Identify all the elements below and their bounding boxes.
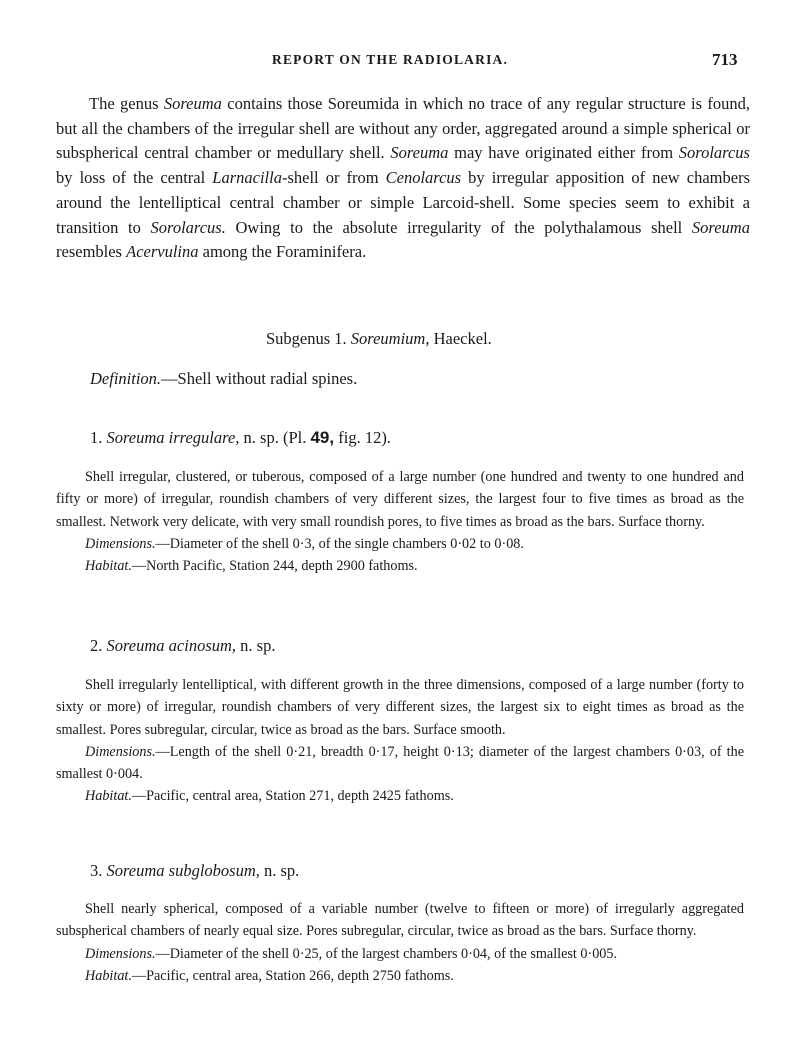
species-suffix: n. sp.: [236, 636, 276, 655]
species-number: 3.: [90, 861, 107, 880]
description-text: Shell irregularly lentelliptical, with different growth in the three dimensions, composed of a large number (forty to sixty or more) of irregular, roundish chambers of very different sizes, the largest six to eight times as broad as the smallest. Pores subregular, circular, twice as broad as the bars. Surface smooth.: [56, 677, 744, 738]
genus-name-soreuma: Soreuma: [163, 94, 222, 113]
species-description-3: [56, 898, 744, 987]
genus-name-soreuma-2: Soreuma: [390, 143, 449, 163]
genus-name-soreuma-3: Soreuma: [691, 217, 750, 237]
habitat-line: [56, 785, 744, 807]
intro-paragraph: [56, 92, 750, 265]
dimensions-label: Dimensions.: [85, 535, 156, 552]
species-name: Soreuma irregulare,: [106, 428, 240, 447]
habitat-label: Habitat.: [85, 967, 132, 984]
intro-text-2: contains those Soreumida in which no trace of any regular structure is found, but all the chambers of the irregular shell are without any order, aggregated around a simple spherical or subspherical central chamber or medullary shell.: [56, 94, 750, 163]
page-number: 713: [712, 50, 738, 69]
species-suffix: n. sp. (Pl.: [239, 428, 311, 447]
intro-text: [56, 92, 750, 265]
intro-text-4: by loss of the central: [56, 168, 213, 188]
dimensions-line: [56, 943, 744, 965]
subgenus-author: Haeckel.: [429, 329, 492, 348]
intro-text-7: Owing to the absolute irregularity of the polythalamous shell: [225, 217, 692, 237]
subgenus-heading: [266, 329, 492, 349]
habitat-text: —Pacific, central area, Station 266, depth 2750 fathoms.: [131, 967, 454, 984]
species-heading-3: [90, 861, 299, 881]
intro-text-5: -shell or from: [281, 168, 386, 188]
habitat-line: [56, 965, 744, 987]
genus-name-cenolarcus: Cenolarcus: [385, 168, 462, 188]
intro-text-8: resembles: [56, 242, 127, 262]
species-heading-1: [90, 428, 391, 448]
dimensions-text: —Length of the shell 0·21, breadth 0·17, height 0·13; diameter of the largest chambers 0·03, of the smallest 0·004.: [56, 743, 744, 783]
species-name: Soreuma subglobosum,: [106, 861, 260, 880]
dimensions-text: —Diameter of the shell 0·25, of the largest chambers 0·04, of the smallest 0·005.: [155, 945, 618, 962]
dimensions-line: [56, 533, 744, 555]
running-title: REPORT ON THE RADIOLARIA.: [272, 52, 509, 67]
description-text: Shell irregular, clustered, or tuberous, composed of a large number (one hundred and twenty to one hundred and fifty or more) of irregular, roundish chambers of very different sizes, the largest four to five times as broad as the smallest. Network very delicate, with very small roundish pores, to five times as broad as the bars. Surface thorny.: [56, 469, 744, 530]
subgenus-prefix: Subgenus 1.: [266, 329, 351, 348]
intro-text-6: by irregular apposition of new chambers around the lentelliptical central chamber or simple Larcoid-shell. Some species seem to exhibit a transition to: [56, 168, 750, 237]
plate-number: 49,: [310, 428, 335, 447]
genus-name-acervulina: Acervulina: [126, 242, 199, 262]
species-description-1: [56, 466, 744, 577]
dimensions-label: Dimensions.: [85, 743, 156, 760]
page-header: [0, 50, 800, 74]
definition-text: —Shell without radial spines.: [161, 369, 358, 388]
description-text: Shell nearly spherical, composed of a variable number (twelve to fifteen or more) of irregularly aggregated subspherical chambers of nearly equal size. Pores subregular, circular, twice as broad as the bars. Surface thorny.: [56, 901, 744, 940]
habitat-text: —North Pacific, Station 244, depth 2900 fathoms.: [131, 558, 418, 575]
dimensions-text: —Diameter of the shell 0·3, of the single chambers 0·02 to 0·08.: [155, 535, 524, 552]
species-heading-2: [90, 636, 275, 656]
definition: [90, 369, 357, 389]
species-number: 2.: [90, 636, 107, 655]
dimensions-line: [56, 741, 744, 786]
subgenus-name: Soreumium,: [350, 329, 430, 348]
species-description-2: [56, 674, 744, 808]
definition-label: Definition.: [90, 369, 162, 388]
genus-name-sorolarcus-2: Sorolarcus.: [150, 217, 226, 237]
intro-text-9: among the Foraminifera.: [198, 242, 367, 262]
species-figure-ref: fig. 12).: [334, 428, 391, 447]
genus-name-sorolarcus: Sorolarcus: [678, 143, 750, 163]
habitat-line: [56, 555, 744, 577]
dimensions-label: Dimensions.: [85, 945, 156, 962]
habitat-label: Habitat.: [85, 558, 132, 575]
intro-text-1: The genus: [89, 94, 164, 113]
habitat-text: —Pacific, central area, Station 271, depth 2425 fathoms.: [131, 788, 454, 805]
intro-text-3: may have originated either from: [448, 143, 679, 163]
species-name: Soreuma acinosum,: [106, 636, 237, 655]
species-suffix: n. sp.: [259, 861, 300, 880]
genus-name-larnacilla: Larnacilla: [212, 168, 282, 188]
species-number: 1.: [90, 428, 107, 447]
habitat-label: Habitat.: [85, 788, 132, 805]
